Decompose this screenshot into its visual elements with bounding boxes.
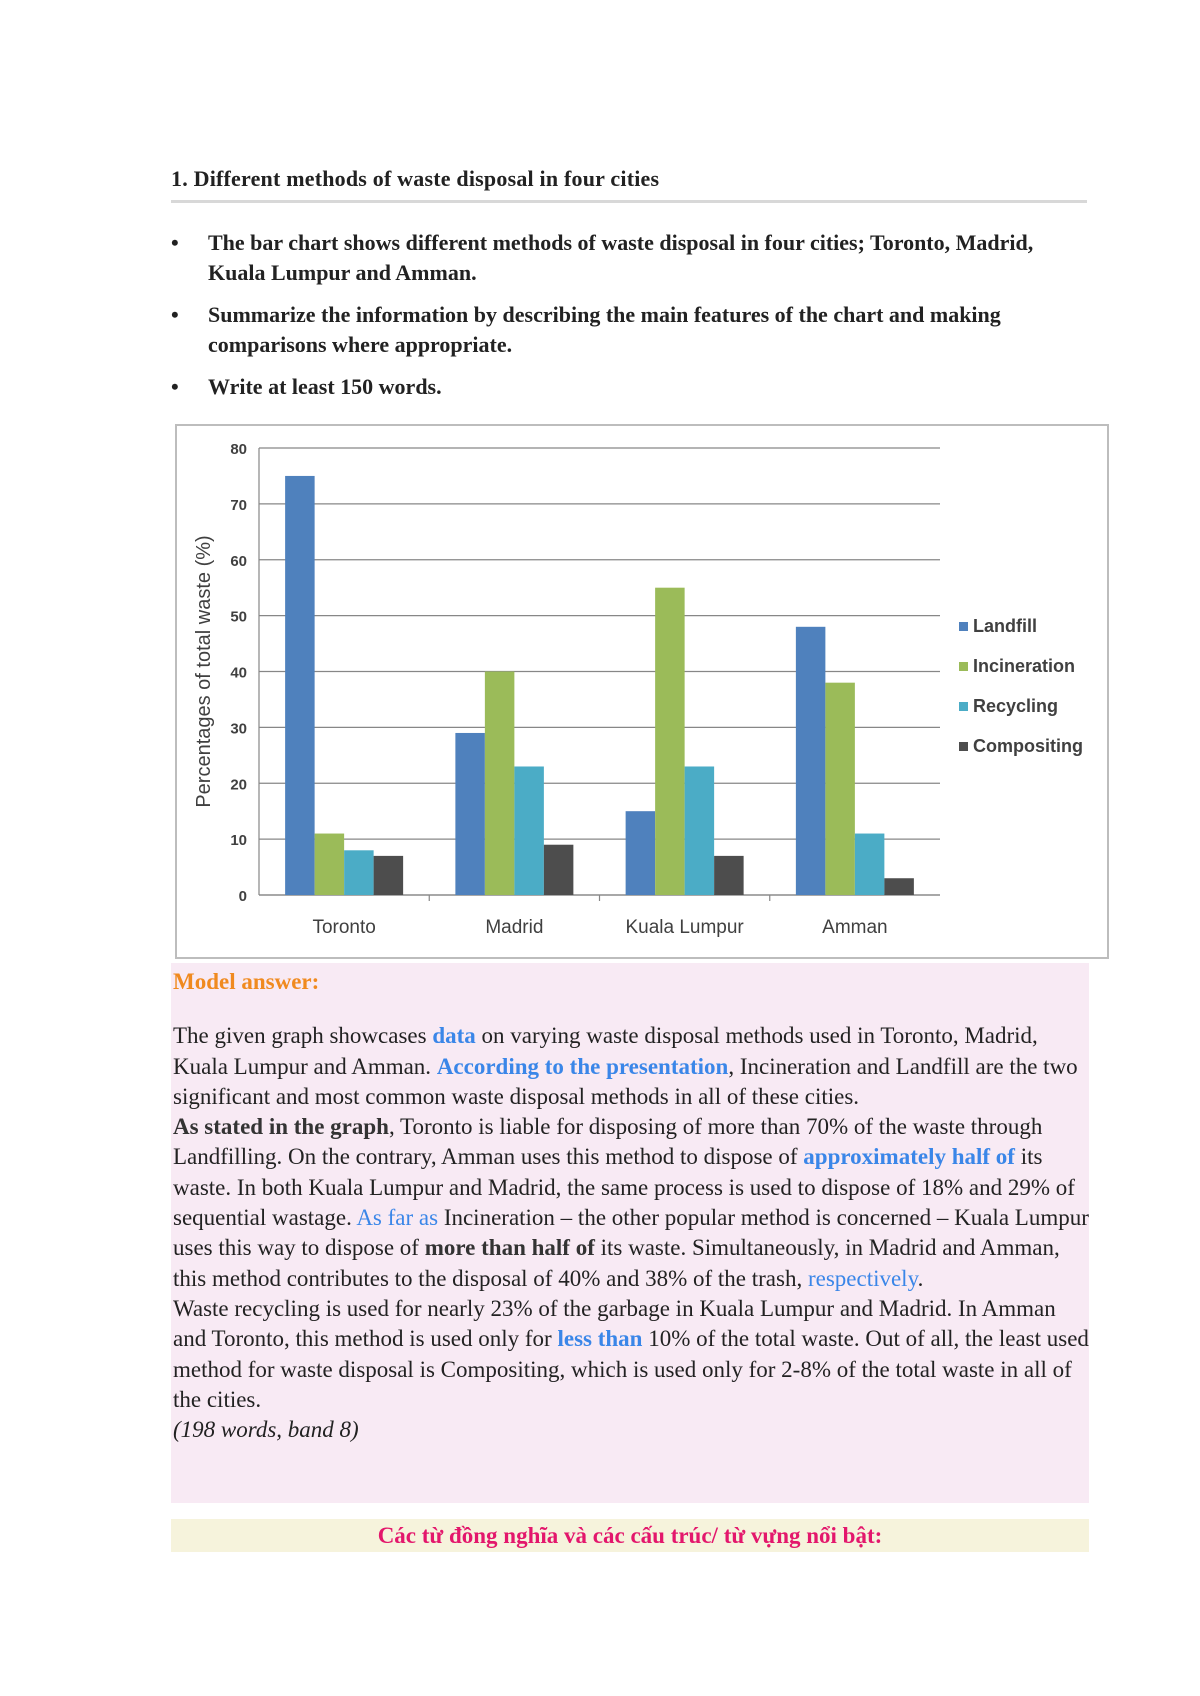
bar-landfill [626,811,656,895]
legend-swatch [959,702,968,711]
task-bullet-item [171,372,1091,402]
bar-chart [177,426,1107,957]
bullet-icon: • [171,374,179,399]
x-tick-label: Kuala Lumpur [625,917,744,938]
bullet-text: The bar chart shows different methods of waste disposal in four cities; Toronto, Madrid, Kuala Lumpur and Amman. [208,230,1034,285]
answer-text: its waste. Simultaneously, in Madrid and Amman, this method contributes to the disposal of 40% and 38% of the trash, [173,1235,1060,1291]
legend-label: Compositing [973,736,1083,756]
answer-text: its waste. In both Kuala Lumpur and Madrid, the same process is used to dispose of 18% and 29% of sequential wastage. [173,1144,1075,1231]
bold-phrase: more than half of [424,1235,595,1261]
bar-compositing [884,878,914,895]
bullet-text: Summarize the information by describing the main features of the chart and making comparisons where appropriate. [208,302,1001,357]
bar-compositing [714,856,744,895]
bullet-icon: • [171,302,179,327]
y-tick-label: 70 [230,496,247,514]
legend-swatch [959,742,968,751]
bullet-text: Write at least 150 words. [208,374,442,399]
legend-swatch [959,622,968,631]
bar-chart-frame [175,424,1109,959]
page-title: 1. Different methods of waste disposal in four cities [171,166,660,191]
highlight-phrase: As far as [356,1205,439,1231]
bar-landfill [455,733,485,895]
bar-recycling [514,766,544,895]
bar-incineration [825,683,855,895]
task-bullet-list [171,228,1091,414]
y-tick-label: 60 [230,552,247,570]
legend-label: Landfill [973,616,1037,636]
task-bullet-item [171,228,1091,288]
y-tick-label: 80 [230,441,247,458]
bar-recycling [685,766,715,895]
bullet-icon: • [171,230,179,255]
bar-landfill [796,627,826,895]
bar-compositing [374,856,404,895]
bar-landfill [285,476,315,895]
answer-text: 10% of the total waste. Out of all, the least used method for waste disposal is Compositing, which is used only for 2-8% of the total waste in all of the cities. [173,1326,1089,1412]
answer-text: Waste recycling is used for nearly 23% of the garbage in Kuala Lumpur and Madrid. In Amman and Toronto, this method is used only for [173,1295,1056,1352]
x-tick-label: Amman [822,917,888,938]
answer-paragraph-1 [173,1021,1089,1112]
y-tick-label: 0 [238,888,247,905]
title-divider [171,200,1087,203]
answer-paragraph-2 [173,1112,1089,1294]
word-count-note: (198 words, band 8) [173,1417,359,1443]
highlight-phrase: approximately half of [803,1144,1015,1170]
bar-recycling [344,850,374,895]
model-answer-box [171,963,1089,1503]
bold-phrase: As stated in the graph [173,1114,389,1140]
model-answer-label: Model answer: [173,969,320,994]
bar-incineration [655,588,685,895]
answer-text: . [917,1265,924,1291]
y-tick-label: 20 [230,776,247,794]
bar-compositing [544,845,574,895]
legend-label: Recycling [973,696,1059,716]
y-axis-title: Percentages of total waste (%) [193,535,215,808]
highlight-phrase: respectively [807,1265,918,1291]
y-tick-label: 40 [230,664,247,682]
answer-text: The given graph showcases [173,1023,433,1049]
answer-text: Incineration – the other popular method is concerned – Kuala Lumpur uses this way to dispose of [173,1205,1089,1261]
vocab-heading: Các từ đồng nghĩa và các cấu trúc/ từ vựng nổi bật: [171,1519,1089,1552]
answer-text: , Toronto is liable for disposing of more than 70% of the waste through Landfilling. On the contrary, Amman uses this method to dispose of [173,1114,1043,1170]
x-tick-label: Madrid [485,917,544,938]
bar-incineration [485,672,515,896]
bar-recycling [855,834,885,895]
y-tick-label: 30 [230,720,247,738]
y-tick-label: 50 [230,608,247,626]
answer-text: , Incineration and Landfill are the two significant and most common waste disposal methods in all of these cities. [173,1053,1078,1109]
task-bullet-item [171,300,1091,360]
highlight-phrase: data [432,1023,476,1049]
highlight-phrase: less than [557,1326,643,1352]
legend-label: Incineration [973,656,1076,676]
answer-text: on varying waste disposal methods used in Toronto, Madrid, Kuala Lumpur and Amman. [173,1023,1038,1079]
x-tick-label: Toronto [312,917,376,938]
highlight-phrase: According to the presentation [436,1053,729,1079]
legend-swatch [959,662,968,671]
bar-incineration [315,834,345,895]
answer-paragraph-3 [173,1294,1089,1415]
y-tick-label: 10 [230,832,247,850]
